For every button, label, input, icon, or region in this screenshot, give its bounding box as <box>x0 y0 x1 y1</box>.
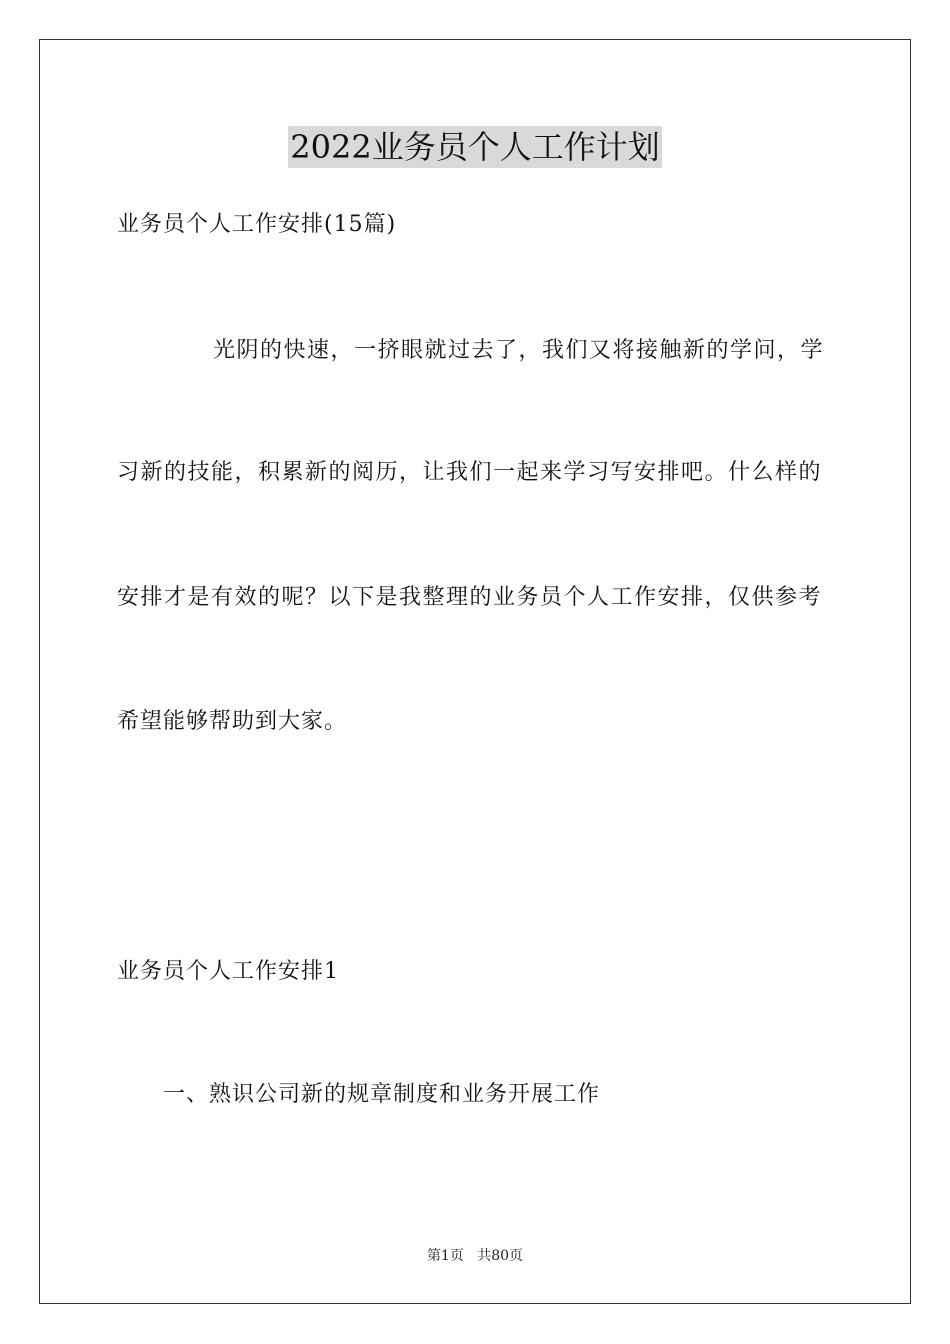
document-title: 2022业务员个人工作计划 <box>290 128 660 166</box>
intro-line-2: 习新的技能，积累新的阅历，让我们一起来学习写安排吧。什么样的 <box>117 460 823 485</box>
page-total: 共80页 <box>477 1248 524 1264</box>
section-heading: 业务员个人工作安排1 <box>117 959 339 984</box>
document-subtitle: 业务员个人工作安排(15篇) <box>117 212 397 237</box>
title-container <box>0 126 950 168</box>
intro-line-4: 希望能够帮助到大家。 <box>117 709 348 734</box>
section-item: 一、熟识公司新的规章制度和业务开展工作 <box>163 1082 601 1107</box>
page-footer <box>0 1246 950 1266</box>
intro-line-1: 光阴的快速，一挤眼就过去了，我们又将接触新的学问，学 <box>213 338 825 363</box>
page-number: 第1页 <box>426 1248 464 1264</box>
intro-line-3: 安排才是有效的呢？以下是我整理的业务员个人工作安排，仅供参考 <box>117 585 823 610</box>
